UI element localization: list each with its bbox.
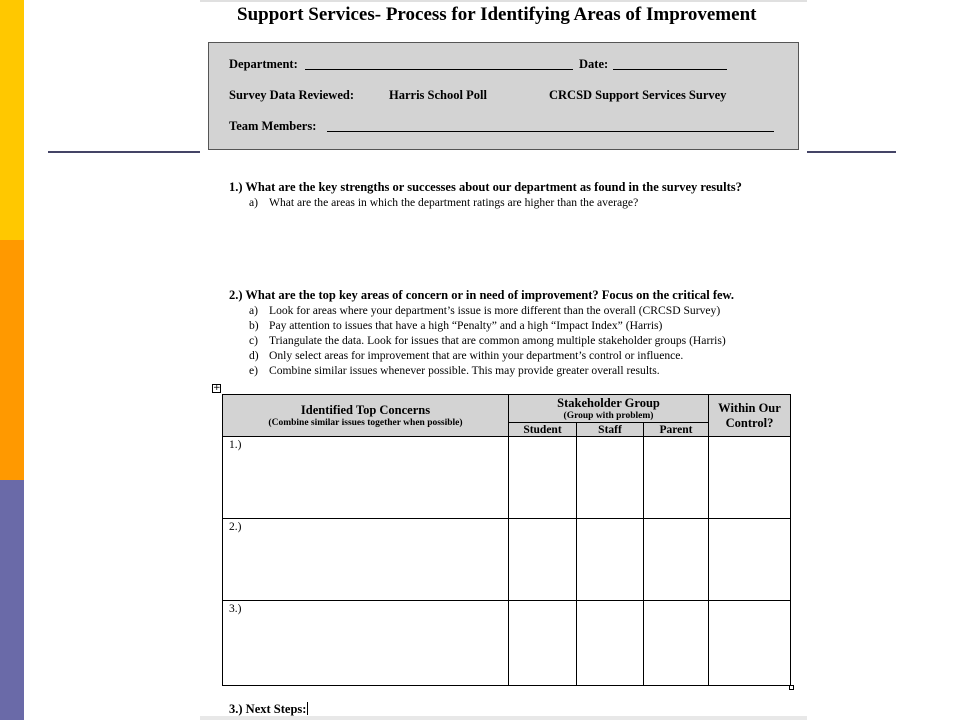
- table-move-handle-icon[interactable]: +: [213, 383, 221, 393]
- survey-harris: Harris School Poll: [389, 88, 487, 102]
- stakeholder-subheader: (Group with problem): [563, 411, 654, 421]
- question-1: 1.) What are the key strengths or successes about our department as found in the survey results?: [229, 180, 742, 194]
- staff-cell-2[interactable]: [577, 519, 644, 601]
- concern-row-1[interactable]: 1.): [223, 437, 509, 519]
- next-steps-label: 3.) Next Steps:: [229, 702, 307, 716]
- concern-row-2[interactable]: 2.): [223, 519, 509, 601]
- parent-cell-1[interactable]: [644, 437, 709, 519]
- accent-bar-yellow: [0, 0, 24, 240]
- accent-bar-purple: [0, 480, 24, 720]
- q2-item-a: [249, 304, 720, 317]
- concerns-table: [222, 394, 791, 686]
- date-label: Date:: [579, 57, 609, 71]
- concerns-header-cell: [223, 395, 509, 437]
- student-cell-1[interactable]: [509, 437, 577, 519]
- control-header: Within Our Control?: [718, 400, 781, 430]
- document-title: Support Services- Process for Identifying Areas of Improvement: [237, 4, 757, 25]
- list-text: Pay attention to issues that have a high “Penalty” and a high “Impact Index” (Harris): [269, 319, 663, 332]
- col-parent: Parent: [644, 423, 709, 437]
- control-header-cell: [709, 395, 791, 437]
- control-cell-3[interactable]: [709, 601, 791, 686]
- survey-label: Survey Data Reviewed:: [229, 88, 354, 102]
- q1-item-a: [249, 196, 638, 209]
- question-2: 2.) What are the top key areas of concern or in need of improvement? Focus on the critical few.: [229, 288, 735, 302]
- control-cell-2[interactable]: [709, 519, 791, 601]
- table-resize-handle-icon[interactable]: [789, 685, 794, 690]
- list-marker: d): [249, 349, 259, 362]
- q2-item-c: [249, 334, 726, 347]
- col-student: Student: [509, 423, 577, 437]
- concern-row-3[interactable]: 3.): [223, 601, 509, 686]
- list-marker: c): [249, 334, 259, 347]
- col-staff: Staff: [577, 423, 644, 437]
- list-text: Triangulate the data. Look for issues that are common among multiple stakeholder groups (Harris): [269, 334, 726, 347]
- team-members-label: Team Members:: [229, 119, 317, 133]
- list-marker: a): [249, 196, 259, 209]
- student-cell-2[interactable]: [509, 519, 577, 601]
- list-text: What are the areas in which the department ratings are higher than the average?: [269, 196, 639, 209]
- list-text: Only select areas for improvement that are within your department’s control or influence.: [269, 349, 684, 362]
- text-cursor: [307, 702, 308, 715]
- stakeholder-header-cell: [509, 395, 709, 423]
- list-text: Look for areas where your department’s issue is more different than the overall (CRCSD Survey): [269, 304, 721, 317]
- concerns-subheader: (Combine similar issues together when possible): [268, 418, 463, 428]
- list-marker: b): [249, 319, 259, 332]
- control-cell-1[interactable]: [709, 437, 791, 519]
- survey-crcsd: CRCSD Support Services Survey: [549, 88, 727, 102]
- parent-cell-2[interactable]: [644, 519, 709, 601]
- q2-item-e: [249, 364, 660, 377]
- list-marker: e): [249, 364, 259, 377]
- list-marker: a): [249, 304, 259, 317]
- stakeholder-header: Stakeholder Group: [557, 396, 660, 410]
- student-cell-3[interactable]: [509, 601, 577, 686]
- date-field[interactable]: [613, 69, 727, 70]
- q2-item-d: [249, 349, 683, 362]
- divider-left: [48, 151, 200, 153]
- q2-item-b: [249, 319, 662, 332]
- department-field[interactable]: [305, 69, 573, 70]
- team-members-field[interactable]: [327, 131, 774, 132]
- question-3: [229, 702, 308, 717]
- parent-cell-3[interactable]: [644, 601, 709, 686]
- concerns-header: Identified Top Concerns: [300, 403, 431, 417]
- staff-cell-3[interactable]: [577, 601, 644, 686]
- department-label: Department:: [229, 57, 298, 71]
- page-top-edge: [200, 0, 807, 2]
- list-text: Combine similar issues whenever possible. This may provide greater overall results.: [269, 364, 660, 377]
- divider-right: [807, 151, 896, 153]
- accent-bar-orange: [0, 240, 24, 480]
- staff-cell-1[interactable]: [577, 437, 644, 519]
